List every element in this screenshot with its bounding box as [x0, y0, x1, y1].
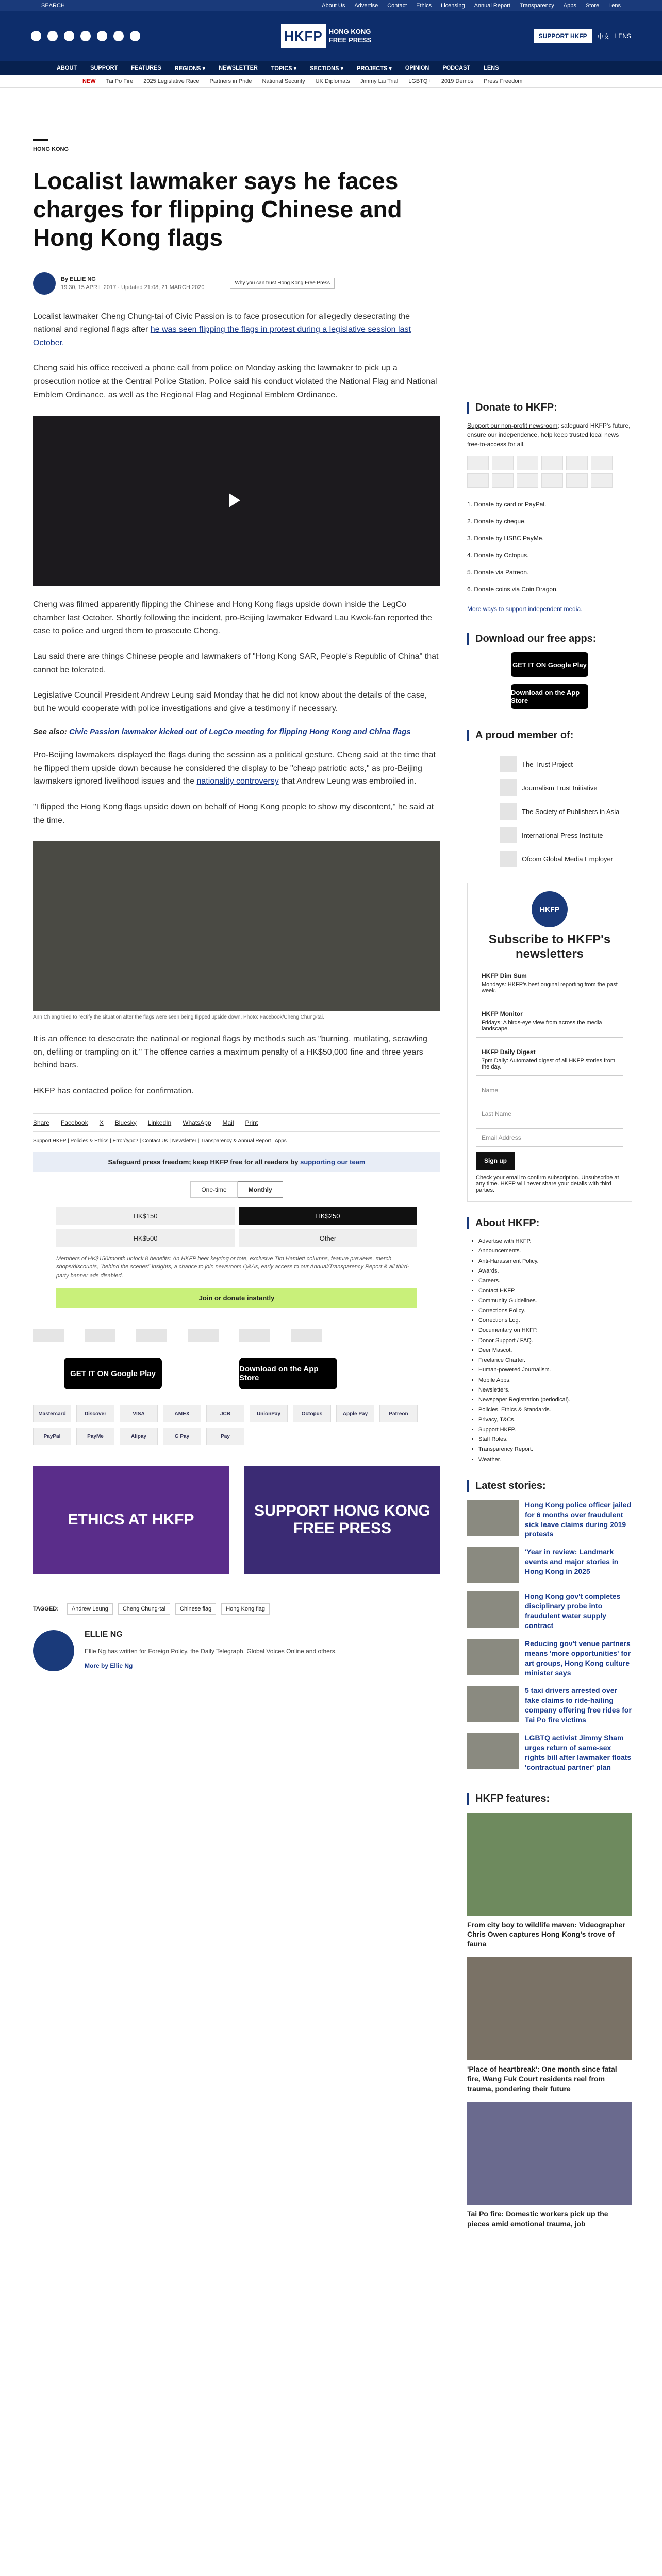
footer-link[interactable]: Contact Us: [142, 1138, 168, 1144]
story-title: Hong Kong police officer jailed for 6 months over fraudulent sick leave claims during 2019 protests: [525, 1500, 632, 1538]
topbar-link[interactable]: Transparency: [519, 3, 554, 9]
footer-link[interactable]: Transparency & Annual Report: [201, 1138, 271, 1144]
paragraph: [33, 310, 440, 350]
app-store-badge[interactable]: Download on the App Store: [239, 1358, 337, 1389]
nav-item[interactable]: PROJECTS ▾: [357, 65, 392, 72]
footer-link[interactable]: Newsletter: [172, 1138, 197, 1144]
payment-logo: PayMe: [76, 1428, 114, 1445]
feature-image: [467, 1813, 632, 1916]
option-title: HKFP Daily Digest: [482, 1048, 536, 1056]
tagged-label: TAGGED:: [33, 1606, 59, 1613]
trending-link[interactable]: 2025 Legislative Race: [143, 78, 200, 84]
story-title: 5 taxi drivers arrested over fake claims to ride-hailing company offering free rides for Tai Po fire victims: [525, 1686, 632, 1724]
card-logo: [467, 456, 489, 470]
about-item[interactable]: • Freelance Charter.: [478, 1355, 632, 1365]
google-play-badge[interactable]: GET IT ON Google Play: [64, 1358, 162, 1389]
latest-story[interactable]: [467, 1547, 632, 1583]
partner-logo: [136, 1329, 167, 1342]
amount-option[interactable]: HK$150: [56, 1207, 235, 1225]
about-item[interactable]: • Human-powered Journalism.: [478, 1365, 632, 1375]
share-x[interactable]: X: [99, 1118, 104, 1126]
author-box: [33, 1630, 440, 1671]
about-item[interactable]: • Donor Support / FAQ.: [478, 1336, 632, 1346]
member-org[interactable]: [467, 843, 632, 867]
topbar-link[interactable]: Contact: [387, 3, 407, 9]
newsletter-box: [467, 883, 632, 1202]
article-video[interactable]: [33, 416, 440, 586]
about-item[interactable]: • Staff Roles.: [478, 1435, 632, 1445]
paragraph: HKFP has contacted police for confirmation.: [33, 1087, 194, 1096]
more-ways-link[interactable]: More ways to support independent media.: [467, 605, 583, 613]
payment-logo: Mastercard: [33, 1405, 71, 1422]
feature-image: [467, 1957, 632, 2060]
member-org[interactable]: [467, 749, 632, 772]
story-thumbnail: [467, 1733, 519, 1769]
payment-logo: Patreon: [379, 1405, 418, 1422]
about-list: [467, 1236, 632, 1465]
newsletter-option[interactable]: [476, 1043, 623, 1076]
card-logo: [541, 456, 563, 470]
payment-logo: PayPal: [33, 1428, 71, 1445]
topbar-link[interactable]: Store: [585, 3, 600, 9]
story-thumbnail: [467, 1547, 519, 1583]
nav-item[interactable]: LENS: [484, 65, 499, 71]
instagram-icon[interactable]: [64, 31, 74, 41]
paragraph-text: Pro-Beijing lawmakers displayed the flags during the session as a political gesture. Cheng said at the time that he flipped them upside down because he considered the display to be "cheap patriotic acts," as pro-Beijing lawmakers ignored livelihood issues and the: [33, 751, 436, 786]
nav-item[interactable]: SECTIONS ▾: [310, 65, 343, 72]
org-name: Ofcom Global Media Employer: [522, 855, 614, 863]
author-avatar[interactable]: [33, 272, 56, 295]
donation-amounts: [56, 1207, 417, 1247]
topbar-link[interactable]: About Us: [322, 3, 345, 9]
donate-option[interactable]: 5. Donate via Patreon.: [467, 564, 632, 581]
bluesky-icon[interactable]: [130, 31, 140, 41]
email-field[interactable]: Email Address: [476, 1128, 623, 1147]
tag-chip[interactable]: Cheng Chung-tai: [118, 1603, 170, 1615]
feature-title: Tai Po fire: Domestic workers pick up the pieces amid emotional trauma, job: [467, 2209, 608, 2228]
story-title: LGBTQ activist Jimmy Sham urges return of same-sex rights bill after lawmaker floats 'contractual partner' plan: [525, 1734, 632, 1771]
play-icon[interactable]: [229, 493, 240, 507]
about-item[interactable]: • Corrections Log.: [478, 1316, 632, 1326]
article-title: Localist lawmaker says he faces charges for flipping Chinese and Hong Kong flags: [33, 167, 402, 251]
topbar-link[interactable]: Advertise: [354, 3, 378, 9]
newsletter-note: Check your email to confirm subscription. Unsubscribe at any time. HKFP will never share your details with third parties.: [476, 1175, 619, 1193]
org-logo-icon: [500, 827, 517, 843]
about-item[interactable]: • Awards.: [478, 1266, 632, 1276]
logo-line: FREE PRESS: [328, 36, 372, 44]
paragraph: Cheng was filmed apparently flipping the Chinese and Hong Kong flags upside down inside the LegCo chamber last October. Shortly following the incident, pro-Beijing lawmaker Edward Lau Kwok-fan reported the case to police and urged them to prosecute Cheng.: [33, 600, 432, 636]
partner-logo: [239, 1329, 270, 1342]
card-logo: [591, 473, 613, 488]
promo-banners: [33, 1466, 440, 1574]
about-item[interactable]: • Anti-Harassment Policy.: [478, 1257, 632, 1266]
telegram-icon[interactable]: [113, 31, 124, 41]
payment-logo: VISA: [120, 1405, 158, 1422]
trending-link[interactable]: Press Freedom: [484, 78, 523, 84]
card-logo: [566, 456, 588, 470]
tag-chip[interactable]: Chinese flag: [175, 1603, 216, 1615]
last-name-field[interactable]: Last Name: [476, 1105, 623, 1123]
author-avatar[interactable]: [33, 1630, 74, 1671]
story-title: Hong Kong gov't completes disciplinary probe into fraudulent water supply contract: [525, 1592, 621, 1630]
trending-link[interactable]: UK Diplomats: [315, 78, 350, 84]
payment-logo: UnionPay: [250, 1405, 288, 1422]
members-benefits: Members of HK$150/month unlock 8 benefits: An HKFP beer keyring or tote, exclusive Tim Hamlett columns, feature previews, merch shops/discounts, "behind the scenes" insights, a chance to join newsroom Q&As, early access to our Annual/Transparency Report & all third-party banner ads disabled.: [56, 1255, 409, 1279]
paragraph-text: Localist lawmaker Cheng Chung-tai of Civic Passion is to face prosecution for allegedly desecrating the national and regional flags after: [33, 312, 410, 334]
payment-logo: Discover: [76, 1405, 114, 1422]
partner-logo: [33, 1329, 64, 1342]
inline-link[interactable]: he was seen flipping the flags in protest during a legislative session last October.: [33, 325, 411, 347]
option-title: HKFP Monitor: [482, 1010, 523, 1018]
topbar-link[interactable]: SEARCH: [41, 3, 65, 9]
payment-logo: Apple Pay: [336, 1405, 374, 1422]
about-item[interactable]: • Careers.: [478, 1276, 632, 1286]
social-icons: [31, 31, 140, 41]
about-item[interactable]: • Corrections Policy.: [478, 1306, 632, 1316]
tab-one-time[interactable]: One-time: [190, 1181, 237, 1198]
nav-item[interactable]: NEWSLETTER: [219, 65, 258, 71]
footer-link[interactable]: Apps: [275, 1138, 287, 1144]
card-logo: [467, 473, 489, 488]
trending-link[interactable]: LGBTQ+: [408, 78, 431, 84]
payment-logo: Octopus: [293, 1405, 331, 1422]
nav-item[interactable]: TOPICS ▾: [271, 65, 297, 72]
topbar-link[interactable]: Licensing: [441, 3, 465, 9]
lens-link[interactable]: LENS: [615, 32, 631, 40]
trending-link[interactable]: Tai Po Fire: [106, 78, 134, 84]
apps-heading: Download our free apps:: [467, 633, 632, 645]
paragraph: It is an offence to desecrate the national or regional flags by methods such as "burning, mutilating, scrawling on, defiling or trampling on it." The offence carries a maximum penalty of a HK$50,000 fine and three years behind bars.: [33, 1035, 427, 1070]
share-bluesky[interactable]: Bluesky: [114, 1118, 137, 1126]
share-bar: [33, 1113, 440, 1132]
footer-link[interactable]: Policies & Ethics: [70, 1138, 109, 1144]
app-store-badge[interactable]: Download on the App Store: [511, 684, 588, 709]
card-logo: [566, 473, 588, 488]
member-heading: A proud member of:: [467, 730, 632, 741]
photo-caption: Ann Chiang tried to rectify the situation after the flags were seen being flipped upside down. Photo: Facebook/Cheng Chung-tai.: [33, 1014, 324, 1021]
author-name[interactable]: By ELLIE NG: [61, 276, 96, 282]
card-logo: [591, 456, 613, 470]
partner-logo: [291, 1329, 322, 1342]
share-whatsapp[interactable]: WhatsApp: [183, 1118, 211, 1126]
nav-item[interactable]: REGIONS ▾: [174, 65, 206, 72]
more-by-author-link[interactable]: More by Ellie Ng: [85, 1662, 133, 1670]
author-name[interactable]: ELLIE NG: [85, 1630, 123, 1639]
org-name: International Press Institute: [522, 831, 603, 839]
donation-frequency-toggle: [33, 1181, 440, 1198]
org-name: Journalism Trust Initiative: [522, 784, 598, 792]
member-org[interactable]: [467, 772, 632, 796]
paragraph-text: that Andrew Leung was embroiled in.: [278, 777, 417, 786]
share-facebook[interactable]: Facebook: [61, 1118, 88, 1126]
donate-options: [467, 496, 632, 598]
features-heading: HKFP features:: [467, 1793, 632, 1805]
trust-button[interactable]: Why you can trust Hong Kong Free Press: [230, 278, 335, 289]
nav-item[interactable]: FEATURES: [131, 65, 161, 71]
donate-option[interactable]: 1. Donate by card or PayPal.: [467, 496, 632, 513]
paragraph: [33, 749, 440, 788]
feature-story[interactable]: [467, 2102, 632, 2229]
youtube-icon[interactable]: [80, 31, 91, 41]
card-logo: [517, 456, 538, 470]
paragraph: Cheng said his office received a phone call from police on Monday asking the lawmaker to pick up a prosecution notice at the Central Police Station. Police said his conduct violated the National Flag and National Emblem Ordinance, as well as the Regional Flag and Regional Emblem Ordinance.: [33, 364, 437, 399]
safeguard-banner: [33, 1152, 440, 1172]
payment-logo: G Pay: [163, 1428, 201, 1445]
trending-link[interactable]: 2019 Demos: [441, 78, 474, 84]
see-also-label: See also:: [33, 727, 67, 737]
article-footer-links: Support HKFP | Policies & Ethics | Error/typo? | Contact Us | Newsletter | Transparency & Annual Report | Apps: [33, 1138, 287, 1144]
org-logo-icon: [500, 803, 517, 820]
ethics-promo[interactable]: ETHICS AT HKFP: [33, 1466, 229, 1574]
nav-item[interactable]: PODCAST: [442, 65, 471, 71]
option-desc: Fridays: A birds-eye view from across the media landscape.: [482, 1020, 602, 1032]
partner-logos: [33, 1329, 440, 1342]
option-desc: Mondays: HKFP's best original reporting from the past week.: [482, 981, 618, 994]
share-linkedin[interactable]: LinkedIn: [147, 1118, 172, 1126]
topbar-link[interactable]: Lens: [608, 3, 621, 9]
story-thumbnail: [467, 1591, 519, 1628]
app-store-badges: [33, 1358, 440, 1389]
story-thumbnail: [467, 1686, 519, 1722]
tag-chip[interactable]: Hong Kong flag: [221, 1603, 270, 1615]
org-name: The Society of Publishers in Asia: [522, 807, 620, 816]
topbar-link[interactable]: Apps: [563, 3, 576, 9]
feature-title: From city boy to wildlife maven: Videographer Chris Owen captures Hong Kong's trove of fauna: [467, 1920, 626, 1948]
article-body: [33, 310, 440, 1098]
facebook-icon[interactable]: [31, 31, 41, 41]
new-badge: NEW: [82, 78, 96, 84]
about-item[interactable]: • Newspaper Registration (periodical).: [478, 1395, 632, 1405]
org-logo-icon: [500, 851, 517, 867]
member-org[interactable]: [467, 796, 632, 820]
amount-option-selected[interactable]: HK$250: [239, 1207, 417, 1225]
payment-logo: JCB: [206, 1405, 244, 1422]
donate-option[interactable]: 3. Donate by HSBC PayMe.: [467, 530, 632, 547]
org-logo-icon: [500, 756, 517, 772]
feature-story[interactable]: [467, 1957, 632, 2094]
trending-link[interactable]: Jimmy Lai Trial: [360, 78, 399, 84]
donate-heading: Donate to HKFP:: [467, 402, 632, 414]
name-field[interactable]: Name: [476, 1081, 623, 1099]
donate-option[interactable]: 6. Donate coins via Coin Dragon.: [467, 581, 632, 598]
top-utility-bar: [0, 0, 662, 11]
logo-line: HONG KONG: [328, 28, 371, 36]
safeguard-link[interactable]: supporting our team: [300, 1158, 366, 1166]
nav-item[interactable]: SUPPORT: [90, 65, 118, 71]
about-item[interactable]: • Transparency Report.: [478, 1445, 632, 1454]
logo-box: HKFP: [281, 24, 326, 48]
about-item[interactable]: • Documentary on HKFP.: [478, 1326, 632, 1335]
article-photo: [33, 841, 440, 1011]
footer-link[interactable]: Error/typo?: [112, 1138, 138, 1144]
share-label: Share: [33, 1118, 50, 1126]
about-heading: About HKFP:: [467, 1217, 632, 1229]
story-title: 'Year in review: Landmark events and major stories in Hong Kong in 2025: [525, 1548, 619, 1576]
join-donate-button[interactable]: Join or donate instantly: [56, 1288, 417, 1308]
about-item[interactable]: • Deer Mascot.: [478, 1346, 632, 1355]
about-item[interactable]: • Newsletters.: [478, 1385, 632, 1395]
option-title: HKFP Dim Sum: [482, 972, 527, 979]
trending-link[interactable]: Partners in Pride: [209, 78, 252, 84]
signup-button[interactable]: Sign up: [476, 1152, 515, 1170]
footer-link[interactable]: Support HKFP: [33, 1138, 67, 1144]
trending-bar: [0, 75, 662, 88]
google-play-badge[interactable]: GET IT ON Google Play: [511, 652, 588, 677]
article-main: [33, 139, 440, 1671]
latest-story[interactable]: [467, 1591, 632, 1631]
paragraph: Legislative Council President Andrew Leung said Monday that he did not know about the details of the case, but he would cooperate with police investigations and give a testimony if necessary.: [33, 691, 427, 713]
share-print[interactable]: Print: [245, 1118, 258, 1126]
logo-text: [329, 28, 371, 44]
card-logo: [492, 473, 514, 488]
story-thumbnail: [467, 1500, 519, 1536]
partner-logo: [85, 1329, 115, 1342]
amount-option[interactable]: Other: [239, 1229, 417, 1247]
about-item[interactable]: • Announcements.: [478, 1246, 632, 1256]
x-icon[interactable]: [47, 31, 58, 41]
author-bio: Ellie Ng has written for Foreign Policy, the Daily Telegraph, Global Voices Online and others.: [85, 1648, 337, 1655]
tag-chip[interactable]: Andrew Leung: [67, 1603, 113, 1615]
option-desc: 7pm Daily: Automated digest of all HKFP stories from the day.: [482, 1058, 616, 1070]
section-tag[interactable]: HONG KONG: [33, 139, 48, 152]
main-nav: [0, 61, 662, 75]
support-hkfp-button[interactable]: SUPPORT HKFP: [534, 29, 592, 43]
about-item[interactable]: • Weather.: [478, 1455, 632, 1465]
payment-logo: AMEX: [163, 1405, 201, 1422]
about-item[interactable]: • Mobile Apps.: [478, 1376, 632, 1385]
about-item[interactable]: • Policies, Ethics & Standards.: [478, 1405, 632, 1415]
card-logo: [541, 473, 563, 488]
language-link[interactable]: 中文: [597, 32, 610, 40]
tab-monthly[interactable]: Monthly: [238, 1181, 283, 1198]
newsletter-logo: HKFP: [532, 891, 568, 927]
donate-option[interactable]: 4. Donate by Octopus.: [467, 547, 632, 564]
nav-item[interactable]: ABOUT: [57, 65, 77, 71]
support-promo[interactable]: SUPPORT HONG KONG FREE PRESS: [244, 1466, 440, 1574]
card-logos: [467, 456, 632, 488]
story-thumbnail: [467, 1639, 519, 1675]
card-logo: [517, 473, 538, 488]
article-date: 19:30, 15 APRIL 2017 · Updated 21:08, 21 MARCH 2020: [61, 284, 205, 291]
latest-story[interactable]: [467, 1686, 632, 1725]
latest-story[interactable]: [467, 1500, 632, 1539]
newsletter-option[interactable]: [476, 967, 623, 999]
see-also: [33, 727, 440, 736]
org-name: The Trust Project: [522, 760, 573, 768]
donate-option[interactable]: 2. Donate by cheque.: [467, 513, 632, 530]
share-mail[interactable]: Mail: [222, 1118, 234, 1126]
donate-text: [467, 421, 632, 449]
safeguard-text: Safeguard press freedom; keep HKFP free for all readers by: [108, 1158, 301, 1166]
latest-heading: Latest stories:: [467, 1480, 632, 1492]
about-item[interactable]: • Advertise with HKFP.: [478, 1236, 632, 1246]
inline-link[interactable]: nationality controversy: [196, 777, 279, 786]
paragraph: "I flipped the Hong Kong flags upside down on behalf of Hong Kong people to show my discontent," he said at the time.: [33, 803, 434, 825]
topbar-link[interactable]: Ethics: [416, 3, 432, 9]
org-logo-icon: [500, 779, 517, 796]
newsletter-option[interactable]: [476, 1005, 623, 1038]
sidebar: [467, 402, 632, 2229]
byline: [33, 272, 440, 295]
nav-item[interactable]: OPINION: [405, 65, 429, 71]
feature-story[interactable]: [467, 1813, 632, 1950]
feature-title: 'Place of heartbreak': One month since fatal fire, Wang Fuk Court residents reel from trauma, pondering their future: [467, 2065, 617, 2093]
newsletter-title: Subscribe to HKFP's newsletters: [488, 933, 611, 961]
trending-link[interactable]: National Security: [262, 78, 305, 84]
card-logo: [492, 456, 514, 470]
latest-story[interactable]: [467, 1639, 632, 1678]
member-orgs: [467, 749, 632, 867]
about-item[interactable]: • Contact HKFP.: [478, 1286, 632, 1296]
about-item[interactable]: • Community Guidelines.: [478, 1296, 632, 1306]
payment-methods: [33, 1405, 440, 1445]
payment-logo: Pay: [206, 1428, 244, 1445]
tag-list: [33, 1595, 440, 1615]
see-also-link[interactable]: Civic Passion lawmaker kicked out of LegCo meeting for flipping Hong Kong and China flags: [69, 727, 411, 737]
story-title: Reducing gov't venue partners means 'more opportunities' for art groups, Hong Kong culture minister says: [525, 1639, 631, 1677]
topbar-link[interactable]: Annual Report: [474, 3, 510, 9]
feature-image: [467, 2102, 632, 2205]
site-header: [0, 11, 662, 61]
member-org[interactable]: [467, 820, 632, 843]
paragraph: Lau said there are things Chinese people and lawmakers of "Hong Kong SAR, People's Republic of China" that cannot be tolerated.: [33, 652, 439, 674]
about-item[interactable]: • Support HKFP.: [478, 1425, 632, 1435]
donate-description: ; safeguard HKFP's future, ensure our independence, help keep trusted local news free-to-access for all.: [467, 422, 631, 448]
partner-logo: [188, 1329, 219, 1342]
latest-story[interactable]: [467, 1733, 632, 1772]
about-item[interactable]: • Privacy, T&Cs.: [478, 1415, 632, 1425]
linkedin-icon[interactable]: [97, 31, 107, 41]
site-logo[interactable]: [281, 22, 382, 50]
donate-link[interactable]: Support our non-profit newsroom: [467, 422, 558, 429]
payment-logo: Alipay: [120, 1428, 158, 1445]
amount-option[interactable]: HK$500: [56, 1229, 235, 1247]
